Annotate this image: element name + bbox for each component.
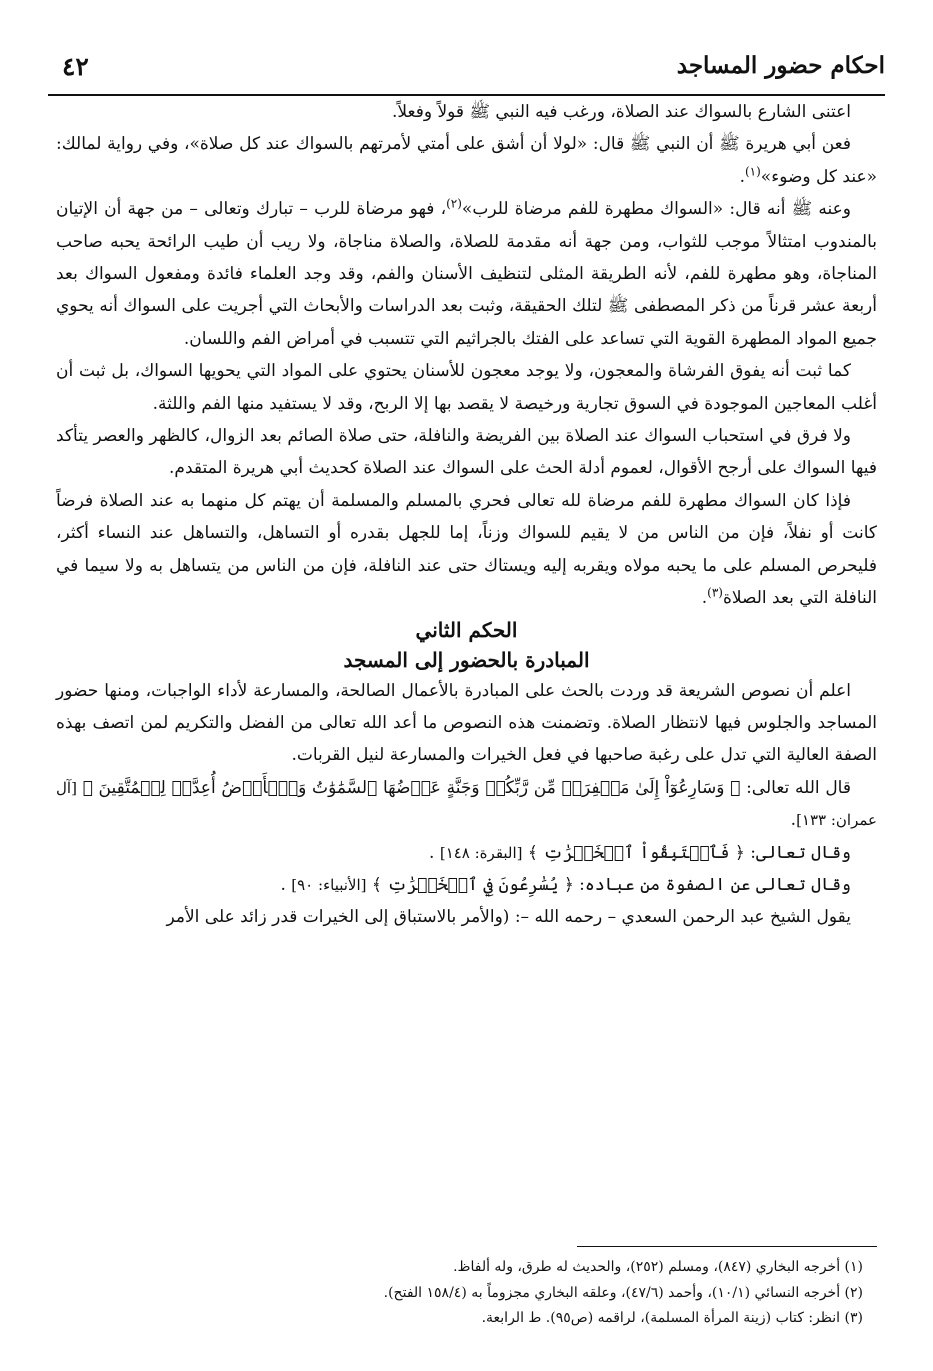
paragraph-end: . xyxy=(790,810,797,831)
paragraph xyxy=(56,96,877,128)
footnote: (٢) أخرجه النسائي (١٠/١)، وأحمد (٤٧/٦)، وعلقه البخاري مجزوماً به (١٥٨/٤ الفتح). xyxy=(383,1284,863,1301)
main-text xyxy=(56,96,877,934)
footnote-ref: (١) xyxy=(744,164,761,179)
verse-reference: [آل عمران: ١٣٣] xyxy=(56,778,877,830)
quran-quote xyxy=(56,772,877,837)
paragraph-text: فعن أبي هريرة ﷺ أن النبي ﷺ قال: «لولا أن أشق على أمتي لأمرتهم بالسواك عند كل صلاة»، وفي رواية لمالك: «عند كل وضوء» xyxy=(56,134,877,187)
verse-reference: [البقرة: ١٤٨] xyxy=(439,843,523,862)
footnote: (١) أخرجه البخاري (٨٤٧)، ومسلم (٢٥٢)، والحديث له طرق، وله ألفاظ. xyxy=(453,1259,863,1275)
paragraph-text: اعتنى الشارع بالسواك عند الصلاة، ورغب فيه النبي ﷺ قولاً وفعلاً. xyxy=(391,102,851,122)
page-header xyxy=(48,38,885,96)
paragraph-text: فإذا كان السواك مطهرة للفم مرضاة لله تعالى فحري بالمسلم والمسلمة أن يهتم كل منهما به عند الصلاة فرضاً كانت أو نفلاً، فإن من الناس من لا يقيم للسواك وزناً، إما للجهل بقدره أو التساهل، والتساهل عند النساء أكثر، فليحرص المسلم على ما يحبه مولاه ويقربه إليه ويستاك حتى عند النافلة، فإن من الناس من يتساهل به ولا سيما في النافلة التي بعد الصلاة xyxy=(56,490,877,609)
paragraph xyxy=(56,675,877,772)
paragraph xyxy=(56,355,877,420)
quote-text: قال الله تعالى: ﴿ وَسَارِعُوٓاْ إِلَىٰ مَغۡفِرَةٖ مِّن رَّبِّكُمۡ وَجَنَّةٍ عَرۡضُهَا ٱلسَّمَٰوَٰتُ وَٱلۡأَرۡضُ أُعِدَّتۡ لِلۡمُتَّقِينَ ﴾ xyxy=(76,777,851,798)
paragraph-end: . xyxy=(429,842,440,863)
verse-reference: [الأنبياء: ٩٠] xyxy=(291,875,367,894)
quote-text: وقال تعالى عن الصفوة من عباده: ﴿ يُسَٰرِعُونَ فِي ٱلۡخَيۡرَٰتِ ﴾ xyxy=(366,874,851,895)
section-subheading: المبادرة بالحضور إلى المسجد xyxy=(343,647,590,672)
quote-text: وقال تعالى: ﴿ فَٱسۡتَبِقُواْ ٱلۡخَيۡرَٰتِ ﴾ xyxy=(522,842,851,863)
footnote-divider xyxy=(577,1246,877,1247)
paragraph-end: . xyxy=(280,874,292,895)
paragraph-end: . xyxy=(701,588,708,609)
paragraph-text: كما ثبت أنه يفوق الفرشاة والمعجون، ولا يوجد معجون للأسنان يحتوي على المواد التي يحويها السواك، بل ثبت أن أغلب المعاجين الموجودة في السوق تجارية ورخيصة لا يقصد بها إلا الربح، وقد لا يستفيد منها الفم واللثة. xyxy=(56,361,877,414)
footnotes xyxy=(56,1255,863,1332)
footnote: (٣) انظر: كتاب (زينة المرأة المسلمة)، لراقمه (ص٩٥). ط الرابعة. xyxy=(481,1310,863,1326)
paragraph xyxy=(56,901,877,933)
paragraph-text: يقول الشيخ عبد الرحمن السعدي – رحمه الله –: (والأمر بالاستباق إلى الخيرات قدر زائد على الأمر xyxy=(166,907,851,928)
quran-quote xyxy=(56,869,877,901)
page-number: ٤٢ xyxy=(62,52,89,81)
paragraph xyxy=(56,128,877,193)
paragraph-text: وعنه ﷺ أنه قال: «السواك مطهرة للفم مرضاة للرب» xyxy=(461,199,851,220)
quran-quote xyxy=(56,837,877,869)
paragraph-text: اعلم أن نصوص الشريعة قد وردت بالحث على المبادرة بالأعمال الصالحة، والمسارعة لأداء الواجبات، ومنها حضور المساجد والجلوس فيها لانتظار الصلاة. وتضمنت هذه النصوص ما أعد الله تعالى من الفضل والتكريم لمن اتصف بهذه الصفة العالية التي تدل على رغبة صاحبها في فعل الخيرات والمسارعة لنيل القربات. xyxy=(56,680,877,766)
paragraph xyxy=(56,193,877,355)
paragraph-end: . xyxy=(739,166,745,187)
paragraph xyxy=(56,420,877,485)
section-heading: الحكم الثاني xyxy=(415,617,518,642)
paragraph-text-continued: ، فهو مرضاة للرب – تبارك وتعالى – من جهة أن الإتيان بالمندوب امتثالاً موجب للثواب، ومن جهة أنه مقدمة للصلاة، والصلاة مناجاة، ولا ريب أن طيب الرائحة يحبه صاحب المناجاة، وهو مطهرة للفم، لأنه الطريقة المثلى لتنظيف الأسنان والفم، وقد وجد العلماء فائدة ومفعول السواك بعد أربعة عشر قرناً من ذكر المصطفى ﷺ لتلك الحقيقة، وثبت بعد الدراسات والأبحاث التي أجريت على السواك أنه يحوي جميع المواد المطهرة القوية التي تساعد على الفتك بالجراثيم التي تتسبب في أمراض الفم واللسان. xyxy=(56,199,877,349)
paragraph-text: ولا فرق في استحباب السواك عند الصلاة بين الفريضة والنافلة، حتى صلاة الصائم بعد الزوال، كالظهر والعصر يتأكد فيها السواك على أرجح الأقوال، لعموم أدلة الحث على السواك عند الصلاة كحديث أبي هريرة المتقدم. xyxy=(56,426,877,479)
footnote-ref: (٣) xyxy=(707,585,723,600)
running-title: احكام حضور المساجد xyxy=(676,52,885,79)
paragraph xyxy=(56,485,877,615)
footnote-ref: (٢) xyxy=(446,196,462,211)
